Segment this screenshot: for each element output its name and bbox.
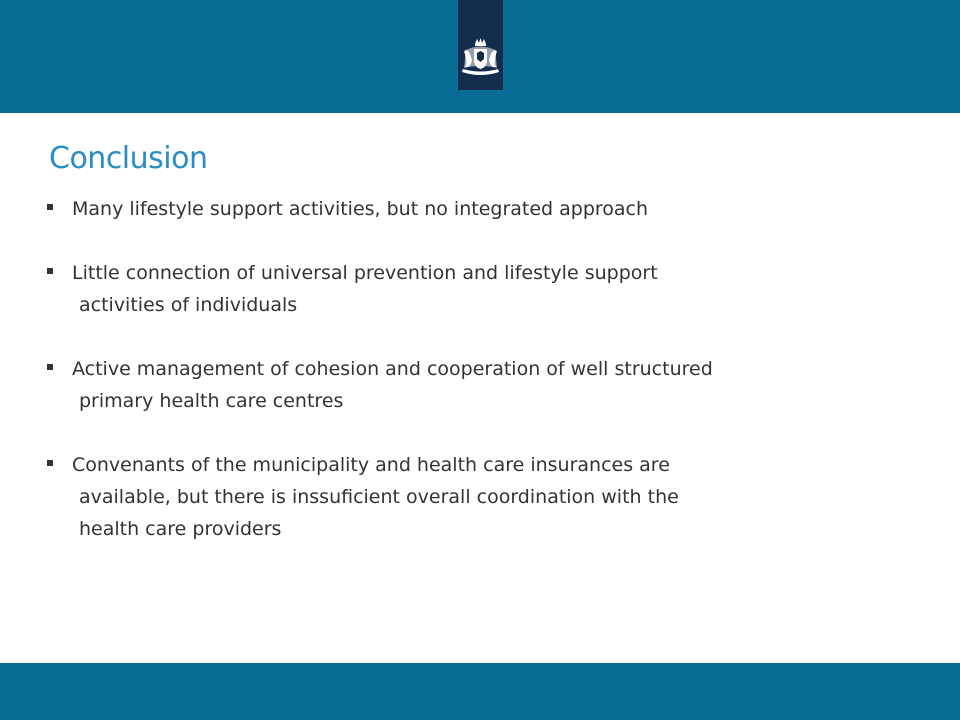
footer-band <box>0 663 960 720</box>
header-band <box>0 0 960 113</box>
bullet-text: Little connection of universal prevention and lifestyle support <box>72 262 658 284</box>
bullet-text: Active management of cohesion and cooperation of well structured <box>72 358 713 380</box>
square-bullet-icon <box>47 460 53 466</box>
bullet-text: Convenants of the municipality and health care insurances are <box>72 454 670 476</box>
bullet-text: Many lifestyle support activities, but no integrated approach <box>72 198 649 220</box>
bullet-item <box>47 257 927 321</box>
bullet-text: available, but there is inssuficient overall coordination with the <box>79 486 679 508</box>
logo-box <box>458 0 503 90</box>
bullet-item <box>47 193 927 225</box>
square-bullet-icon <box>47 204 53 210</box>
bullet-item <box>47 449 927 545</box>
bullet-list <box>47 193 927 577</box>
bullet-text: activities of individuals <box>79 294 298 316</box>
bullet-text: health care providers <box>79 518 282 540</box>
square-bullet-icon <box>47 364 53 370</box>
bullet-text: primary health care centres <box>79 390 344 412</box>
square-bullet-icon <box>47 268 53 274</box>
royal-coat-of-arms-icon <box>459 38 502 82</box>
slide-title: Conclusion <box>49 141 208 176</box>
bullet-item <box>47 353 927 417</box>
